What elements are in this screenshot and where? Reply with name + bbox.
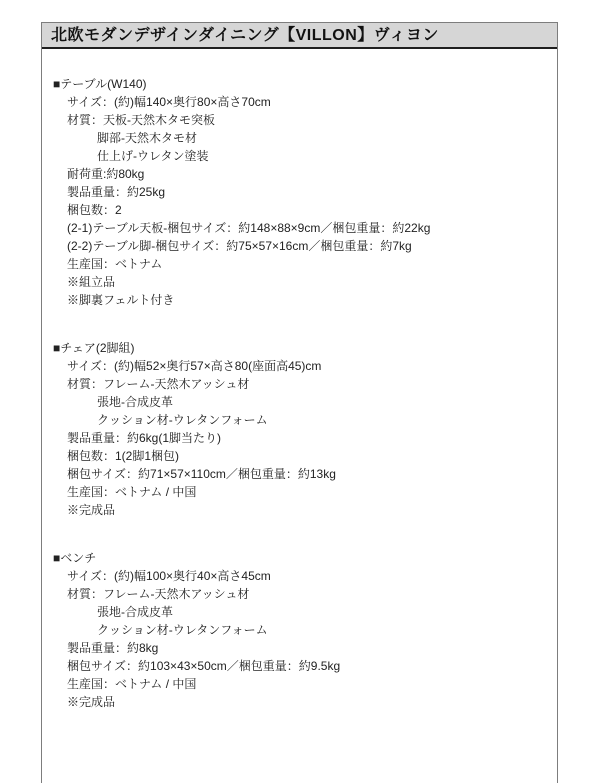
spec-line: (2-1)テーブル天板-梱包サイズ：約148×88×9cm／梱包重量：約22kg — [67, 221, 431, 235]
section-heading: ■ベンチ — [53, 551, 97, 565]
spec-line: 仕上げ-ウレタン塗装 — [97, 149, 209, 163]
spec-section-3 — [53, 549, 547, 711]
spec-line: ※完成品 — [67, 695, 116, 709]
spec-line: 梱包数：2 — [67, 203, 122, 217]
spec-line: 生産国：ベトナム — [67, 257, 163, 271]
spec-line: 生産国：ベトナム / 中国 — [67, 677, 197, 691]
product-spec-box — [41, 22, 558, 783]
product-title-bar — [42, 23, 557, 49]
spec-line: サイズ：(約)幅52×奥行57×高さ80(座面高45)cm — [67, 359, 322, 373]
spec-line: ※完成品 — [67, 503, 116, 517]
spec-line: ※脚裏フェルト付き — [67, 293, 175, 307]
spec-line: 張地-合成皮革 — [97, 605, 173, 619]
spec-section-1 — [53, 75, 547, 309]
spec-line: 梱包数：1(2脚1梱包) — [67, 449, 180, 463]
spec-line: 製品重量：約6kg(1脚当たり) — [67, 431, 222, 445]
spec-line: 脚部-天然木タモ材 — [97, 131, 197, 145]
spec-section-2 — [53, 339, 547, 519]
product-title: 北欧モダンデザインダイニング【VILLON】ヴィヨン — [51, 27, 439, 44]
spec-line: 耐荷重:約80kg — [67, 167, 145, 181]
spec-line: 製品重量：約25kg — [67, 185, 166, 199]
spec-line: クッション材-ウレタンフォーム — [97, 413, 268, 427]
spec-line: 材質：フレーム-天然木アッシュ材 — [67, 587, 250, 601]
spec-line: 生産国：ベトナム / 中国 — [67, 485, 197, 499]
spec-line: 材質：天板-天然木タモ突板 — [67, 113, 215, 127]
spec-line: (2-2)テーブル脚-梱包サイズ：約75×57×16cm／梱包重量：約7kg — [67, 239, 412, 253]
spec-content — [42, 49, 557, 725]
section-heading: ■チェア(2脚組) — [53, 341, 135, 355]
spec-line: 梱包サイズ：約71×57×110cm／梱包重量：約13kg — [67, 467, 336, 481]
spec-line: 梱包サイズ：約103×43×50cm／梱包重量：約9.5kg — [67, 659, 341, 673]
spec-line: サイズ：(約)幅100×奥行40×高さ45cm — [67, 569, 271, 583]
spec-line: 張地-合成皮革 — [97, 395, 173, 409]
spec-line: 材質：フレーム-天然木アッシュ材 — [67, 377, 250, 391]
spec-line: ※組立品 — [67, 275, 116, 289]
spec-line: クッション材-ウレタンフォーム — [97, 623, 268, 637]
spec-line: サイズ：(約)幅140×奥行80×高さ70cm — [67, 95, 271, 109]
spec-line: 製品重量：約8kg — [67, 641, 159, 655]
section-heading: ■テーブル(W140) — [53, 77, 147, 91]
